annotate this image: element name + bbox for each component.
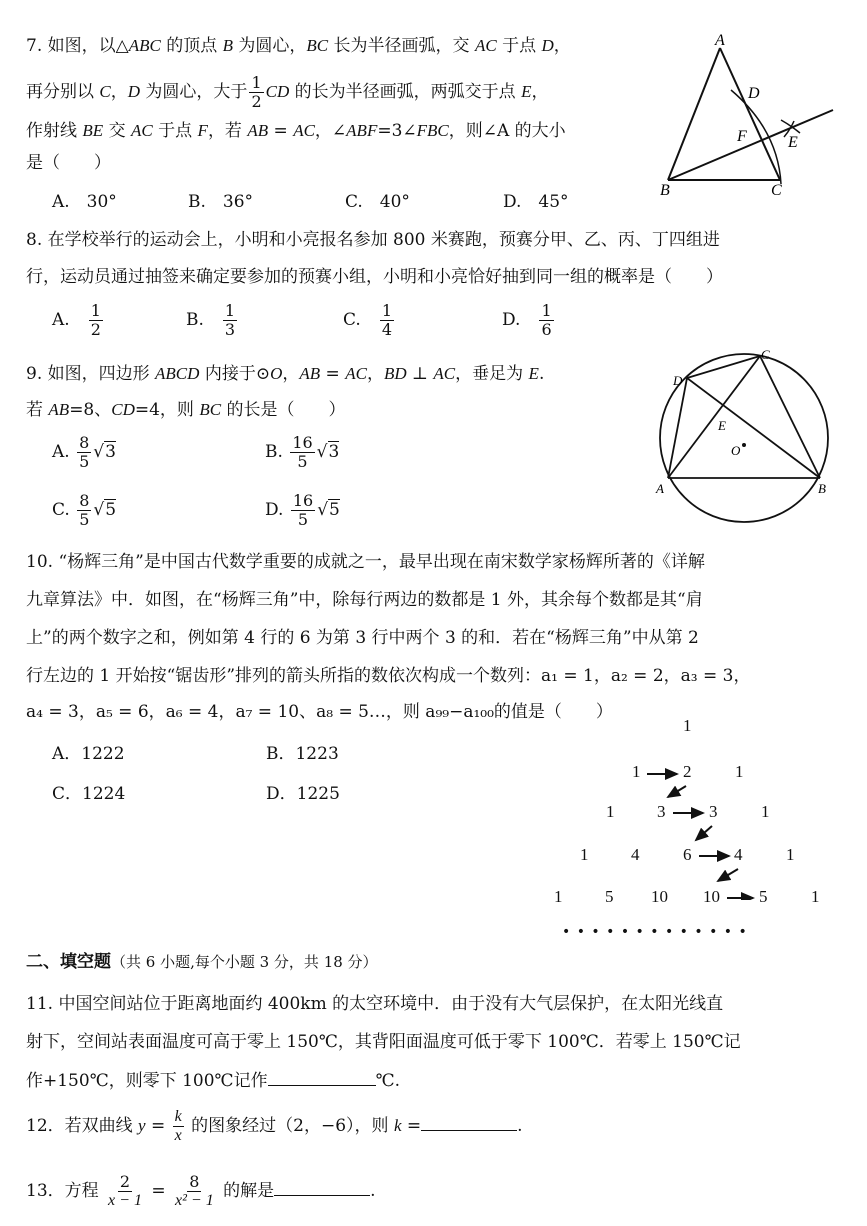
q9-option-d: D. $\frac{16}{5}$ √5 <box>265 491 340 529</box>
text: ，则∠A 的大小 <box>448 121 566 141</box>
text: B <box>222 36 234 55</box>
triangle-number: 1 <box>580 845 589 864</box>
q10-option-a: A．1222 <box>52 744 125 764</box>
q9-option-a: A. $\frac{8}{5}$ √3 <box>52 433 116 471</box>
label-e: E <box>718 418 726 433</box>
triangle-number: 2 <box>683 762 692 781</box>
text: 9. 如图，四边形 <box>26 364 156 384</box>
numerator: 8 <box>79 433 90 452</box>
text: ABC <box>128 36 161 55</box>
denominator: 2 <box>251 92 262 111</box>
q11-line3 <box>26 1067 400 1093</box>
denominator: 6 <box>541 320 552 339</box>
denominator: 3 <box>224 320 236 339</box>
text: . <box>517 1116 523 1136</box>
q10-line1: 10. “杨辉三角”是中国古代数学重要的成就之一，最早出现在南宋数学家杨辉所著的《详解 <box>26 552 705 572</box>
q11-line2: 射下，空间站表面温度可高于零上 150℃，其背阳面温度可低于零下 100℃．若零上 150℃记 <box>26 1032 741 1052</box>
text: BC <box>306 36 329 55</box>
text: ℃. <box>375 1071 400 1091</box>
text: ， <box>531 82 549 102</box>
text: 12．若双曲线 <box>26 1116 139 1136</box>
label-c: C <box>761 347 770 362</box>
radicand: 5 <box>329 500 340 520</box>
option-label: A. <box>52 310 70 330</box>
text: ⊥ <box>406 364 434 384</box>
segment-ac <box>720 48 780 180</box>
label-b: B <box>660 182 670 199</box>
numerator: 8 <box>189 1172 200 1191</box>
triangle-number: 3 <box>709 802 718 821</box>
text: CD <box>111 400 135 419</box>
triangle-number: 1 <box>632 762 641 781</box>
triangle-number: 1 <box>786 845 795 864</box>
text: AC <box>345 364 367 383</box>
text: 长为半径画弧，交 <box>328 36 475 56</box>
denominator: x² − 1 <box>175 1192 214 1209</box>
q7-option-b: B. 36° <box>188 192 254 212</box>
option-label: A. <box>52 442 70 462</box>
label-d: D <box>673 373 683 388</box>
label-a: A <box>656 481 664 496</box>
triangle-number: 1 <box>761 802 770 821</box>
text: 的长是（ ） <box>221 400 346 420</box>
text: =8、 <box>69 400 112 420</box>
denominator: 5 <box>297 510 309 529</box>
q12-line <box>26 1103 523 1149</box>
triangle-number: 1 <box>811 887 820 906</box>
triangle-number: 4 <box>734 845 743 864</box>
center-dot <box>742 443 746 447</box>
option-label: B. <box>265 442 283 462</box>
denominator: x − 1 <box>108 1192 142 1209</box>
q10-line3: 上”的两个数字之和，例如第 4 行的 6 为第 3 行中两个 3 的和．若在“杨辉三角”中从第 2 <box>26 628 699 648</box>
q13-line <box>26 1167 376 1215</box>
text: C <box>99 82 111 101</box>
label-b: B <box>818 481 826 496</box>
triangle-number: 1 <box>683 716 692 735</box>
option-label: C. <box>52 500 70 520</box>
text: 再分别以 <box>26 82 100 102</box>
text: D <box>127 82 141 101</box>
q8-option-a <box>52 298 105 342</box>
numerator: 2 <box>119 1172 131 1191</box>
label-o: O <box>731 443 741 458</box>
q10-line2: 九章算法》中．如图，在“杨辉三角”中，除每行两边的数都是 1 外，其余每个数都是其“肩 <box>26 590 703 610</box>
q11-line1: 11. 中国空间站位于距离地面约 400km 的太空环境中．由于没有大气层保护，在太阳光线直 <box>26 994 724 1014</box>
continuation-dots: • • • • • • • • • • • • • <box>562 924 748 940</box>
numerator: 1 <box>541 301 552 320</box>
segment-bc <box>760 356 820 478</box>
q7-line2 <box>26 74 548 111</box>
text: AB <box>299 364 321 383</box>
q9-option-c: C. $\frac{8}{5}$ √5 <box>52 491 117 529</box>
q9-circle-figure <box>650 346 840 528</box>
text: 的图象经过（2，−6），则 <box>185 1116 394 1136</box>
label-f: F <box>737 128 747 145</box>
numerator: 16 <box>292 491 314 510</box>
fraction <box>290 434 314 471</box>
denominator: 4 <box>381 320 392 339</box>
text: = <box>145 1116 171 1136</box>
fraction <box>291 492 315 529</box>
text: = <box>145 1181 172 1201</box>
option-label: D. <box>502 310 521 330</box>
q10-line5: a₄ = 3，a₅ = 6，a₆ = 4，a₇ = 10、a₈ = 5…，则 a₉₉−a₁₀₀的值是（ ） <box>26 702 613 722</box>
numerator: 1 <box>381 301 392 320</box>
radicand: 5 <box>105 500 117 520</box>
answer-blank[interactable] <box>274 1177 370 1196</box>
triangle-number: 6 <box>683 845 692 864</box>
text: 为圆心，大于 <box>140 82 248 102</box>
q9-line2 <box>26 398 345 422</box>
denominator: 5 <box>79 510 90 529</box>
text: AC <box>293 121 315 140</box>
text: =4，则 <box>134 400 200 420</box>
arrow-down-left <box>696 826 712 840</box>
triangle-number: 10 <box>703 887 720 906</box>
fraction <box>380 302 394 339</box>
option-label: D. <box>265 500 284 520</box>
fraction-half <box>249 74 263 111</box>
segment-da <box>668 378 687 478</box>
text: 内接于⊙ <box>199 364 271 384</box>
fraction <box>223 302 237 339</box>
numerator: 1 <box>251 73 262 92</box>
section-2-heading <box>26 950 378 974</box>
option-label: B. <box>186 310 204 330</box>
text: 的解是 <box>217 1181 275 1201</box>
denominator: 5 <box>297 452 308 471</box>
denominator: 2 <box>90 320 101 339</box>
fraction <box>539 302 553 339</box>
triangle-number: 1 <box>554 887 563 906</box>
text: CD <box>265 82 290 101</box>
q7-option-d: D. 45° <box>503 192 569 212</box>
denominator: x <box>174 1127 182 1144</box>
section-title: 二、填空题 <box>26 952 111 972</box>
answer-blank[interactable] <box>268 1067 376 1086</box>
fraction <box>173 1173 216 1210</box>
q7-line4: 是（ ） <box>26 153 111 173</box>
fraction <box>77 492 91 529</box>
q7-line1 <box>26 34 571 58</box>
text: . <box>370 1181 376 1201</box>
numerator: k <box>174 1108 182 1125</box>
text: E <box>528 364 539 383</box>
text: = <box>401 1116 422 1136</box>
text: ， <box>110 82 128 102</box>
text: BD <box>383 364 407 383</box>
text: = <box>268 121 294 141</box>
text: ，若 <box>207 121 248 141</box>
text: ， <box>282 364 300 384</box>
text: k <box>393 1116 402 1135</box>
triangle-number: 1 <box>606 802 615 821</box>
option-label: C. <box>343 310 361 330</box>
text: ，垂足为 <box>455 364 529 384</box>
text: E <box>521 82 532 101</box>
text: 为圆心， <box>233 36 307 56</box>
text: 若 <box>26 400 49 420</box>
q10-option-d: D．1225 <box>266 784 340 804</box>
q8-line2: 行，运动员通过抽签来确定要参加的预赛小组，小明和小亮恰好抽到同一组的概率是（ ） <box>26 267 723 287</box>
q7-option-a: A. 30° <box>52 192 117 212</box>
text: y <box>138 1116 146 1135</box>
text: 交 <box>103 121 131 141</box>
denominator: 5 <box>79 452 90 471</box>
numerator: 1 <box>90 301 101 320</box>
segment-bd <box>687 378 820 478</box>
numerator: 16 <box>292 433 313 452</box>
numerator: 1 <box>224 301 236 320</box>
numerator: 8 <box>79 491 90 510</box>
text: ， <box>366 364 384 384</box>
text: = <box>320 364 346 384</box>
label-a: A <box>715 32 725 49</box>
text: . <box>538 364 545 384</box>
triangle-number: 3 <box>657 802 666 821</box>
fraction <box>106 1173 144 1210</box>
radicand: 3 <box>105 442 116 462</box>
text: ，∠ <box>314 121 347 141</box>
triangle-number: 10 <box>651 887 668 906</box>
text: BE <box>82 121 104 140</box>
text: FBC <box>416 121 449 140</box>
text: ， <box>553 36 571 56</box>
triangle-number: 1 <box>735 762 744 781</box>
text: 于点 <box>152 121 198 141</box>
q8-option-b <box>186 298 239 342</box>
arrow-down-left <box>668 786 686 797</box>
triangle-number: 5 <box>759 887 768 906</box>
fraction <box>89 302 103 339</box>
q10-line4: 行左边的 1 开始按“锯齿形”排列的箭头所指的数依次构成一个数列：a₁ = 1，a₂ = 2，a₃ = 3， <box>26 666 751 686</box>
q8-option-d <box>502 298 556 342</box>
ray-be <box>668 110 833 180</box>
text: AB <box>247 121 269 140</box>
text: 的顶点 <box>160 36 223 56</box>
text: ABCD <box>155 364 200 383</box>
text: F <box>197 121 208 140</box>
text: D <box>541 36 554 55</box>
text: 7. 如图，以△ <box>26 36 129 56</box>
q9-line1 <box>26 362 544 386</box>
q10-option-c: C．1224 <box>52 784 126 804</box>
text: O <box>270 364 283 383</box>
answer-blank[interactable] <box>421 1112 517 1131</box>
text: 于点 <box>496 36 542 56</box>
text: 的长为半径画弧，两弧交于点 <box>289 82 522 102</box>
q10-option-b: B．1223 <box>266 744 339 764</box>
q9-option-b: B. $\frac{16}{5}$ √3 <box>265 433 340 471</box>
arrow-down-left <box>718 869 738 881</box>
q7-line3 <box>26 119 566 143</box>
circle-o <box>660 354 828 522</box>
label-e: E <box>788 134 798 151</box>
text: AC <box>433 364 456 383</box>
text: AC <box>474 36 497 55</box>
text: 作射线 <box>26 121 83 141</box>
label-d: D <box>748 85 760 102</box>
fraction <box>77 434 91 471</box>
label-c: C <box>771 182 782 199</box>
q7-triangle-figure <box>650 28 845 200</box>
q7-option-c: C. 40° <box>345 192 410 212</box>
text: BC <box>199 400 222 419</box>
triangle-number: 5 <box>605 887 614 906</box>
text: AB <box>48 400 70 419</box>
zigzag-arrows <box>640 760 760 900</box>
text: 13．方程 <box>26 1181 105 1201</box>
fraction <box>173 1108 184 1145</box>
triangle-number: 4 <box>631 845 640 864</box>
text: =3∠ <box>377 121 417 141</box>
q8-option-c <box>343 298 396 342</box>
section-note: （共 6 小题,每个小题 3 分，共 18 分） <box>111 953 378 971</box>
text: AC <box>131 121 153 140</box>
radicand: 3 <box>328 442 340 462</box>
text: ABF <box>346 121 378 140</box>
q8-line1: 8. 在学校举行的运动会上，小明和小亮报名参加 800 米赛跑，预赛分甲、乙、丙、丁四组进 <box>26 230 720 250</box>
text: 作+150℃，则零下 100℃记作 <box>26 1071 268 1091</box>
